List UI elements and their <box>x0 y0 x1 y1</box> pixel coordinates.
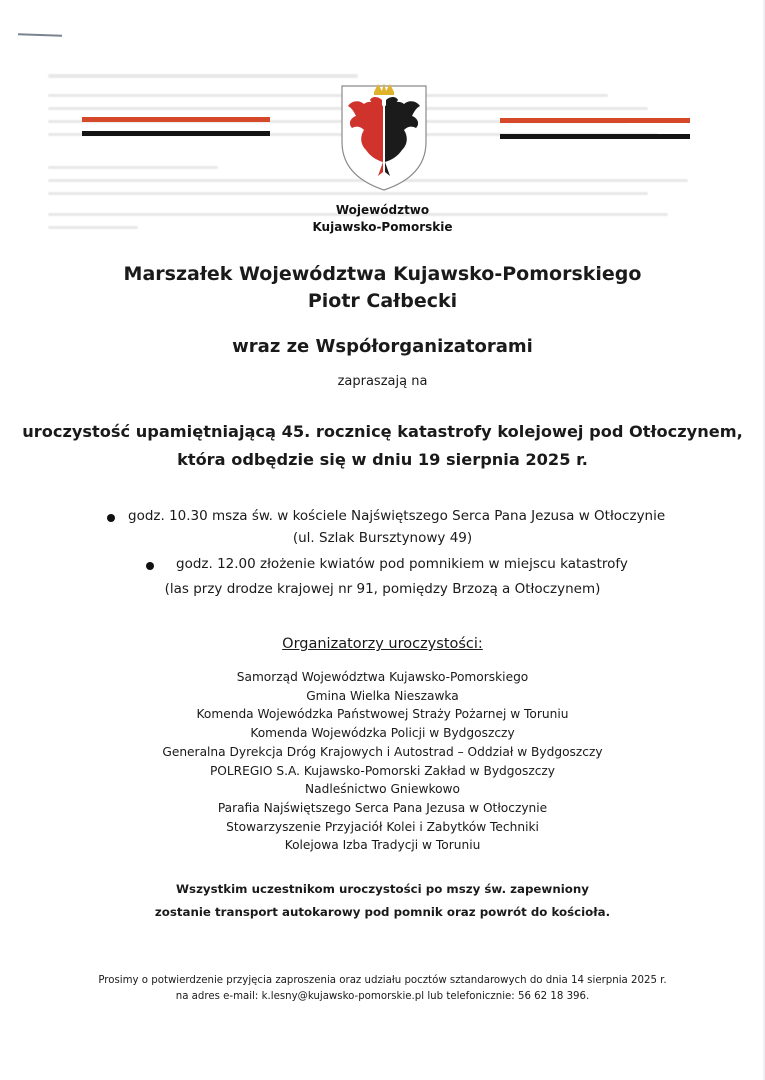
scan-pen-mark <box>18 33 62 37</box>
schedule-item-2-detail: (las przy drodze krajowej nr 91, pomiędzy Brzozą a Otłoczynem) <box>164 581 601 597</box>
organizers-heading: Organizatorzy uroczystości: <box>282 636 483 652</box>
organizer-item: Generalna Dyrekcja Dróg Krajowych i Autostrad – Oddział w Bydgoszczy <box>162 744 603 759</box>
organizer-item: Stowarzyszenie Przyjaciół Kolei i Zabytków Techniki <box>226 819 539 834</box>
coat-of-arms-emblem <box>338 80 430 192</box>
organizer-item: Nadleśnictwo Gniewkowo <box>305 782 460 797</box>
co-organizers-line: wraz ze Współorganizatorami <box>232 336 533 357</box>
stripe-left-black <box>82 131 270 136</box>
organizer-item: Kolejowa Izba Tradycji w Toruniu <box>284 838 481 853</box>
transport-notice-line2: zostanie transport autokarowy pod pomnik oraz powrót do kościoła. <box>154 905 611 919</box>
organizer-item: POLREGIO S.A. Kujawsko-Pomorski Zakład w Bydgoszczy <box>209 763 556 778</box>
host-name: Piotr Całbecki <box>307 290 458 312</box>
stripe-right-red <box>500 118 690 123</box>
schedule-item-1-detail: (ul. Szlak Bursztynowy 49) <box>292 530 473 546</box>
organizers-list <box>0 668 765 855</box>
stripe-left-red <box>82 117 270 122</box>
schedule-item-1: godz. 10.30 msza św. w kościele Najświętszego Serca Pana Jezusa w Otłoczynie <box>128 508 666 524</box>
schedule-bullet-1 <box>107 514 115 522</box>
organizer-item: Samorząd Województwa Kujawsko-Pomorskiego <box>236 670 529 684</box>
host-title: Marszałek Województwa Kujawsko-Pomorskiego <box>123 263 642 285</box>
schedule-bullet-2 <box>146 562 154 570</box>
organizer-item: Komenda Wojewódzka Państwowej Straży Pożarnej w Toruniu <box>196 707 569 722</box>
rsvp-line2: na adres e-mail: k.lesny@kujawsko-pomorskie.pl lub telefonicznie: 56 62 18 396. <box>175 991 590 1002</box>
organizer-item: Gmina Wielka Nieszawka <box>306 688 459 703</box>
event-line1: uroczystość upamiętniającą 45. rocznicę katastrofy kolejowej pod Otłoczynem, <box>22 422 743 441</box>
event-line2: która odbędzie się w dniu 19 sierpnia 2025 r. <box>177 450 588 469</box>
stripe-right-black <box>500 134 690 139</box>
organizer-item: Komenda Wojewódzka Policji w Bydgoszczy <box>250 726 515 741</box>
transport-notice-line1: Wszystkim uczestnikom uroczystości po mszy św. zapewniony <box>176 882 589 896</box>
organizer-item: Parafia Najświętszego Serca Pana Jezusa w Otłoczynie <box>217 800 548 815</box>
rsvp-line1: Prosimy o potwierdzenie przyjęcia zaproszenia oraz udziału pocztów sztandarowych do dnia 14 sierpnia 2025 r. <box>98 975 667 986</box>
org-name-line2: Kujawsko-Pomorskie <box>312 220 453 234</box>
org-name-line1: Województwo <box>335 203 430 217</box>
schedule-item-2: godz. 12.00 złożenie kwiatów pod pomnikiem w miejscu katastrofy <box>176 556 628 572</box>
invite-line: zapraszają na <box>337 374 428 389</box>
